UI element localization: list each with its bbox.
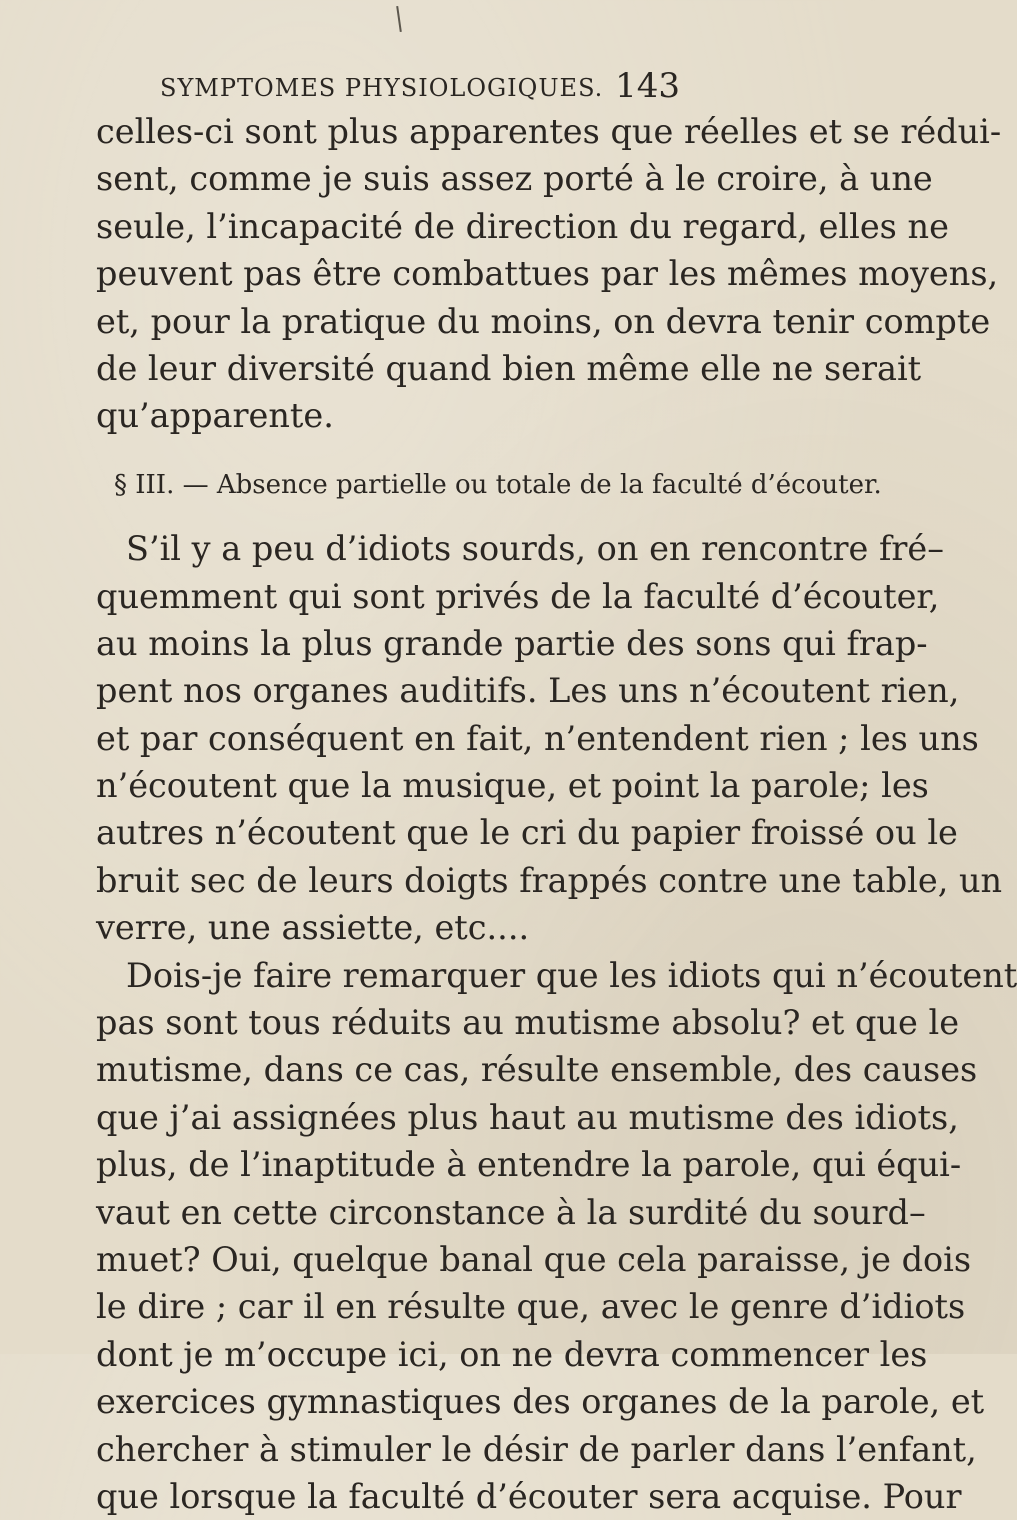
text-line: n’écoutent que la musique, et point la parole; les — [96, 766, 929, 806]
text-line: muet? Oui, quelque banal que cela paraisse, je dois — [96, 1239, 972, 1279]
text-line: exercices gymnastiques des organes de la parole, et — [96, 1382, 985, 1422]
section-heading: § III. — Absence partielle ou totale de la faculté d’écouter. — [114, 469, 882, 500]
text-line: au moins la plus grande partie des sons qui frap- — [96, 623, 928, 663]
text-line: celles-ci sont plus apparentes que réelles et se rédui- — [96, 112, 1002, 151]
body-text — [96, 108, 1017, 1520]
text-line: pent nos organes auditifs. Les uns n’écoutent rien, — [96, 671, 960, 711]
running-head — [160, 66, 680, 106]
text-line: Dois-je faire remarquer que les idiots qui n’écoutent — [126, 955, 1017, 995]
text-line: seule, l’incapacité de direction du regard, elles ne — [96, 206, 949, 246]
text-line: sent, comme je suis assez porté à le croire, à une — [96, 159, 933, 199]
text-line: peuvent pas être combattues par les mêmes moyens, — [96, 254, 999, 294]
text-line: que j’ai assignées plus haut au mutisme des idiots, — [96, 1097, 959, 1137]
text-line: et, pour la pratique du moins, on devra tenir compte — [96, 301, 991, 341]
page-number: 143 — [615, 66, 680, 106]
text-line: que lorsque la faculté d’écouter sera acquise. Pour — [96, 1476, 962, 1516]
running-head-title: SYMPTOMES PHYSIOLOGIQUES. — [160, 74, 604, 102]
text-line: qu’apparente. — [96, 396, 334, 436]
text-line: pas sont tous réduits au mutisme absolu? et que le — [96, 1003, 960, 1043]
text-line: plus, de l’inaptitude à entendre la parole, qui équi- — [96, 1145, 962, 1185]
text-line: chercher à stimuler le désir de parler dans l’enfant, — [96, 1429, 977, 1469]
text-line: dont je m’occupe ici, on ne devra commencer les — [96, 1334, 928, 1374]
text-line: quemment qui sont privés de la faculté d’écouter, — [96, 576, 940, 616]
margin-pencil-mark — [396, 6, 402, 32]
text-line: mutisme, dans ce cas, résulte ensemble, des causes — [96, 1050, 978, 1090]
text-line: verre, une assiette, etc.... — [96, 908, 530, 948]
text-line: S’il y a peu d’idiots sourds, on en rencontre fré– — [126, 529, 944, 569]
text-line: le dire ; car il en résulte que, avec le genre d’idiots — [96, 1287, 966, 1327]
text-line: de leur diversité quand bien même elle ne serait — [96, 348, 922, 388]
text-line: vaut en cette circonstance à la surdité du sourd– — [96, 1192, 926, 1232]
text-line: bruit sec de leurs doigts frappés contre une table, un — [96, 860, 1003, 900]
text-line: et par conséquent en fait, n’entendent rien ; les uns — [96, 718, 979, 758]
text-line: autres n’écoutent que le cri du papier froissé ou le — [96, 813, 958, 853]
